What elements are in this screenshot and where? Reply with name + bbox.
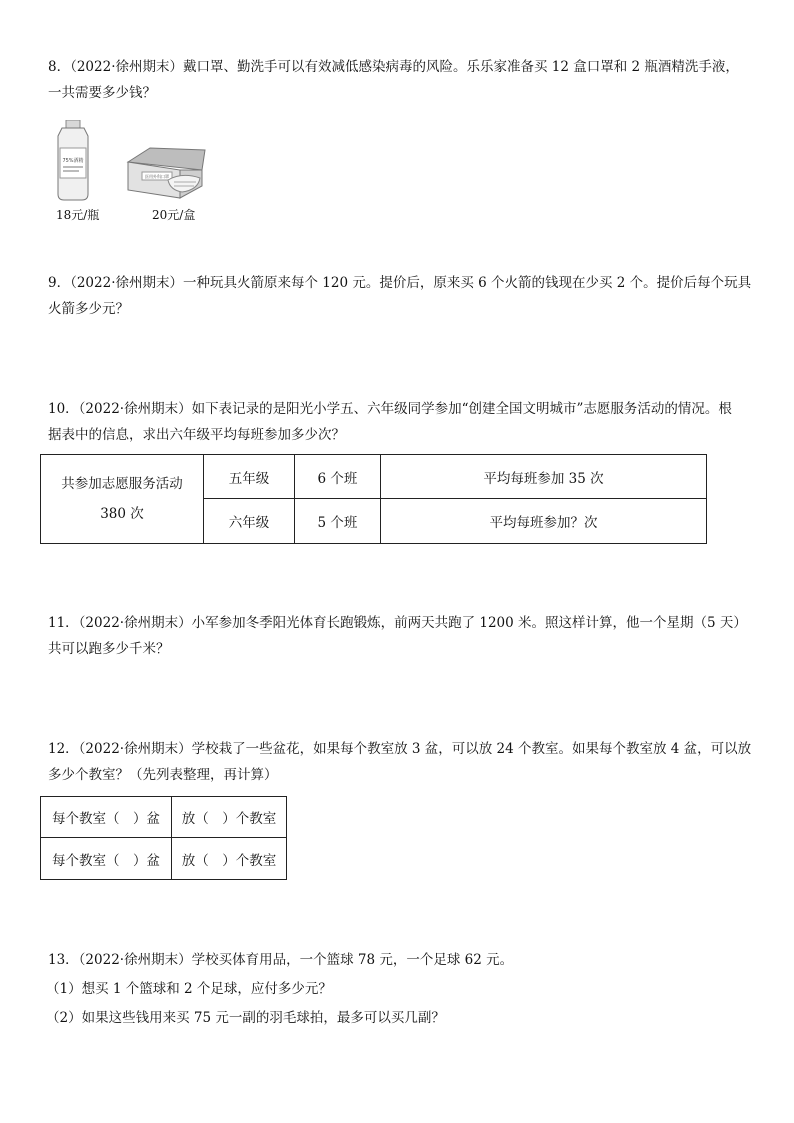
question-8-line1: 8．（2022·徐州期末）戴口罩、勤洗手可以有效减低感染病毒的风险。乐乐家准备买 12 盒口罩和 2 瓶酒精洗手液， — [48, 59, 739, 75]
question-11-line1: 11．（2022·徐州期末）小军参加冬季阳光体育长跑锻炼，前两天共跑了 1200 米。照这样计算，他一个星期（5 天） — [48, 615, 747, 631]
question-12 — [48, 736, 758, 788]
classes-cell: 5 个班 — [295, 499, 381, 544]
product-illustration — [50, 120, 230, 204]
sanitizer-bottle-icon — [58, 120, 88, 200]
question-10-line2: 据表中的信息，求出六年级平均每班参加多少次？ — [48, 427, 345, 443]
question-9-line2: 火箭多少元？ — [48, 301, 129, 317]
total-line2: 380 次 — [100, 506, 144, 522]
box-label: 医用外科口罩 — [145, 174, 169, 179]
rooms-cell: 放（ ）个教室 — [172, 838, 287, 880]
product-images — [50, 120, 230, 230]
bottle-label: 75%酒精 — [62, 158, 84, 164]
question-12-line2: 多少个教室？（先列表整理，再计算） — [48, 767, 278, 783]
question-11 — [48, 610, 758, 662]
question-11-line2: 共可以跑多少千米？ — [48, 641, 170, 657]
grade-cell: 五年级 — [204, 455, 295, 499]
question-10-line1: 10．（2022·徐州期末）如下表记录的是阳光小学五、六年级同学参加“创建全国文明城市”志愿服务活动的情况。根 — [48, 401, 732, 417]
question-13 — [48, 946, 758, 1033]
classes-cell: 6 个班 — [295, 455, 381, 499]
mask-box-icon — [128, 148, 205, 198]
rooms-cell: 放（ ）个教室 — [172, 797, 287, 838]
volunteer-table — [40, 454, 707, 544]
total-cell — [41, 455, 204, 544]
box-price: 20元/盒 — [152, 208, 196, 222]
grade-cell: 六年级 — [204, 499, 295, 544]
question-8 — [48, 54, 758, 106]
question-13-sub1: （1）想买 1 个篮球和 2 个足球，应付多少元？ — [46, 981, 332, 997]
bottle-price: 18元/瓶 — [56, 208, 100, 222]
question-12-line1: 12．（2022·徐州期末）学校栽了一些盆花，如果每个教室放 3 盆，可以放 24 个教室。如果每个教室放 4 盆，可以放 — [48, 741, 752, 757]
pots-cell: 每个教室（ ）盆 — [41, 838, 172, 880]
flower-table — [40, 796, 287, 880]
question-9-line1: 9．（2022·徐州期末）一种玩具火箭原来每个 120 元。提价后，原来买 6 个火箭的钱现在少买 2 个。提价后每个玩具 — [48, 275, 752, 291]
pots-cell: 每个教室（ ）盆 — [41, 797, 172, 838]
question-13-sub2: （2）如果这些钱用来买 75 元一副的羽毛球拍，最多可以买几副？ — [46, 1010, 445, 1026]
question-13-line1: 13．（2022·徐州期末）学校买体育用品，一个篮球 78 元，一个足球 62 元。 — [48, 952, 514, 968]
question-9 — [48, 270, 758, 322]
total-line1: 共参加志愿服务活动 — [61, 476, 183, 492]
question-10 — [48, 396, 758, 448]
avg-cell: 平均每班参加 35 次 — [381, 455, 707, 499]
question-8-line2: 一共需要多少钱？ — [48, 85, 156, 101]
avg-cell: 平均每班参加？次 — [381, 499, 707, 544]
